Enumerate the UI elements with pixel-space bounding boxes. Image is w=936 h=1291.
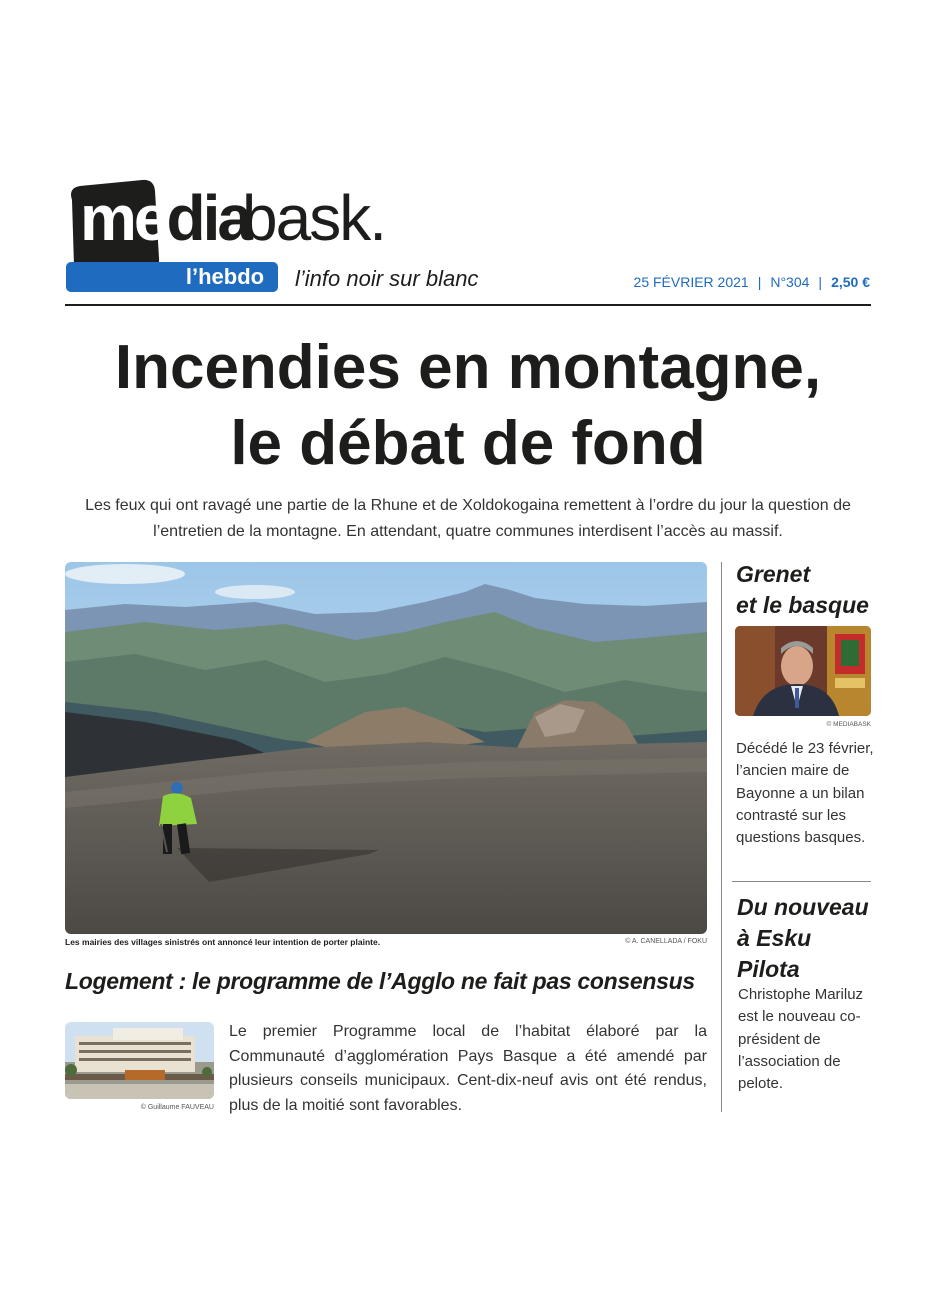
issue-date: 25 FÉVRIER 2021 (633, 274, 749, 290)
grenet-photo[interactable] (735, 626, 871, 716)
masthead-rule (65, 304, 871, 306)
housing-story-title[interactable]: Logement : le programme de l’Agglo ne fait pas consensus (65, 968, 695, 994)
headline-line-1: Incendies en montagne, (114, 333, 822, 402)
housing-photo-credit: © Guillaume FAUVEAU (140, 1104, 214, 1111)
issue-info (634, 274, 870, 290)
tagline: l’info noir sur blanc (295, 266, 479, 291)
esku-pilota-story-text: Christophe Mariluz est le nouveau co-président de l’association de pelote. (738, 986, 864, 1093)
lead-headline[interactable] (40, 330, 896, 482)
separator: | (818, 274, 823, 290)
lead-photo-caption: Les mairies des villages sinistrés ont annoncé leur intention de porter plainte. (65, 937, 381, 947)
esku-title-line-3: Pilota (737, 956, 800, 982)
issue-number: N°304 (770, 274, 810, 290)
esku-title-line-2: à Esku (737, 925, 812, 951)
sidebar-rule (721, 562, 722, 1112)
grenet-title-line-1: Grenet (736, 561, 811, 587)
lead-photo-credit: © A. CANELLADA / FOKU (625, 938, 707, 945)
separator: | (757, 274, 762, 290)
grenet-story-title[interactable] (736, 559, 869, 621)
grenet-photo-credit: © MEDIABASK (826, 721, 871, 728)
lead-standfirst: Les feux qui ont ravagé une partie de la Rhune et de Xoldokogaina remettent à l’ordre du jour la question de l’entretien de la montagne. En attendant, quatre communes interdisent l’accès au massif. (85, 497, 851, 540)
esku-pilota-story-title[interactable] (737, 892, 869, 985)
logo-wordmark-bask: bask. (242, 182, 385, 254)
grenet-title-line-2: et le basque (736, 592, 869, 618)
housing-story-photo[interactable] (65, 1022, 214, 1099)
sidebar-divider (732, 881, 871, 882)
issue-price: 2,50 € (831, 274, 870, 290)
headline-line-2: le débat de fond (230, 409, 706, 478)
lead-photo[interactable] (65, 562, 707, 934)
grenet-story-text: Décédé le 23 février, l’ancien maire de Bayonne a un bilan contrasté sur les questions basques. (736, 740, 874, 847)
logo-wordmark-media: media (80, 182, 250, 254)
housing-story-text: Le premier Programme local de l’habitat élaboré par la Communauté d’agglomération Pays Basque a été amendé par plusieurs conseils municipaux. Cent-dix-neuf avis ont été rendus, plus de la moitié sont favorables. (229, 1023, 707, 1114)
esku-title-line-1: Du nouveau (737, 894, 869, 920)
edition-label: l’hebdo (185, 264, 265, 289)
